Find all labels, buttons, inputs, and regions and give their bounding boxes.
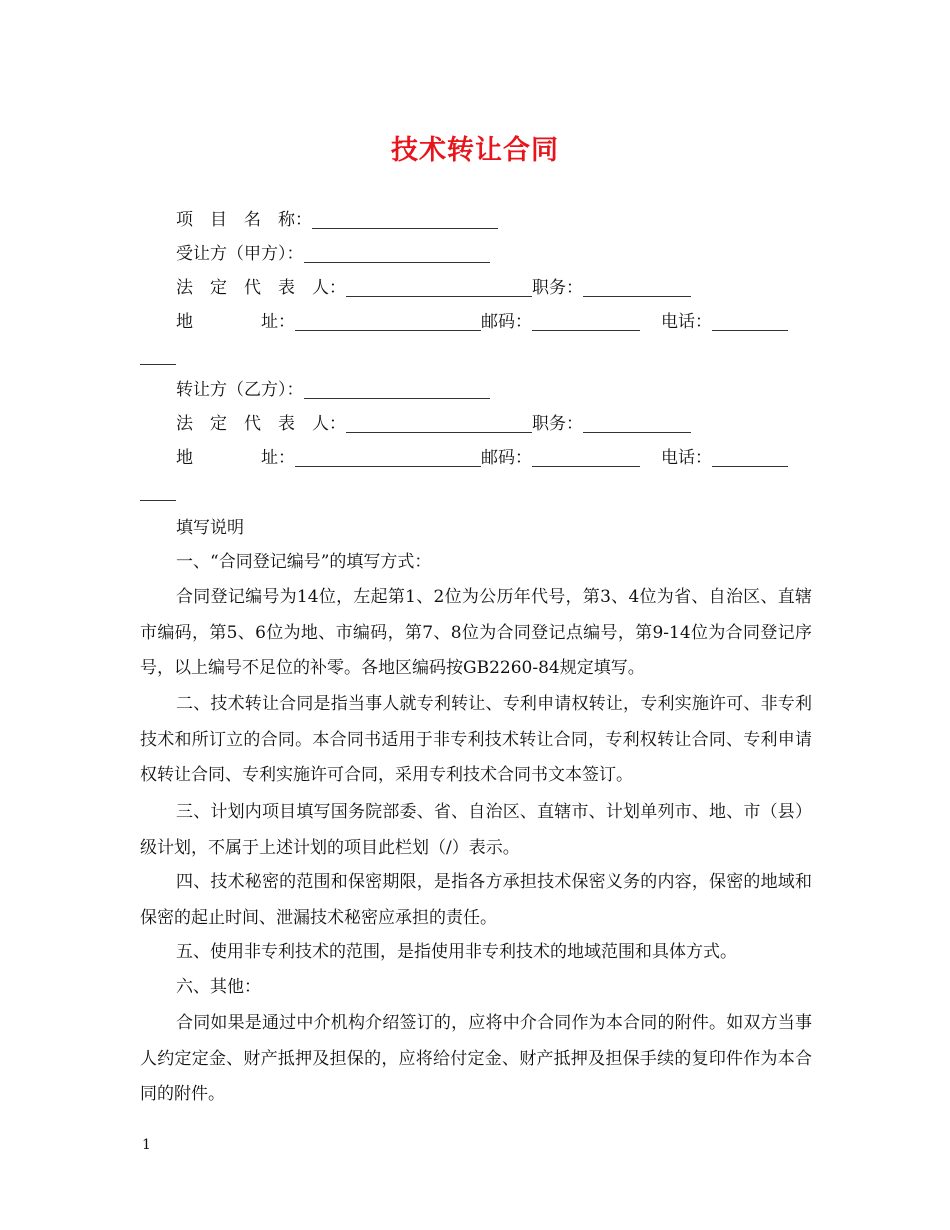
instruction-item-4: 三、计划内项目填写国务院部委、省、自治区、直辖市、计划单列市、地、市（县）级计划，不属于上述计划的项目此栏划（/）表示。 <box>140 802 812 858</box>
postcode-blank-b[interactable] <box>532 446 640 467</box>
address-label-a: 地 址： <box>176 312 295 332</box>
postcode-label-a: 邮码： <box>481 312 532 332</box>
phone-label-a: 电话： <box>661 312 712 332</box>
legal-rep-blank-b[interactable] <box>346 412 532 433</box>
address-blank-a[interactable] <box>295 310 481 331</box>
transferor-row <box>140 373 848 407</box>
page-title: 技术转让合同 <box>391 135 559 166</box>
phone-blank-a-wrap <box>140 339 812 373</box>
instructions-heading: 填写说明 <box>176 518 244 538</box>
address-label-b: 地 址： <box>176 448 295 468</box>
instruction-item-5: 四、技术秘密的范围和保密期限，是指各方承担技术保密义务的内容，保密的地域和保密的起止时间、泄漏技术秘密应承担的责任。 <box>140 872 812 928</box>
address-row-b <box>140 441 848 475</box>
instruction-item-1: 一、“合同登记编号”的填写方式： <box>176 552 432 572</box>
transferee-label: 受让方（甲方）： <box>176 244 304 264</box>
legal-rep-row-b <box>140 407 848 441</box>
position-blank-a[interactable] <box>583 276 691 297</box>
transferor-blank[interactable] <box>304 378 490 399</box>
phone-blank-b-continued[interactable] <box>140 480 176 501</box>
transferee-row <box>140 237 848 271</box>
instruction-item-2: 合同登记编号为14位，左起第1、2位为公历年代号，第3、4位为省、自治区、直辖市编码，第5、6位为地、市编码，第7、8位为合同登记点编号，第9-14位为合同登记序号，以上编号不足位的补零。各地区编码按GB2260-84规定填写。 <box>140 587 812 679</box>
phone-blank-a-continued[interactable] <box>140 344 176 365</box>
project-name-label: 项 目 名 称： <box>176 210 312 230</box>
address-blank-b[interactable] <box>295 446 481 467</box>
address-row-a <box>140 305 848 339</box>
position-label-b: 职务： <box>532 414 583 434</box>
transferor-label: 转让方（乙方）： <box>176 380 304 400</box>
legal-rep-label-b: 法 定 代 表 人： <box>176 414 346 434</box>
legal-rep-label-a: 法 定 代 表 人： <box>176 278 346 298</box>
phone-blank-a[interactable] <box>712 310 788 331</box>
instruction-item-8: 合同如果是通过中介机构介绍签订的，应将中介合同作为本合同的附件。如双方当事人约定定金、财产抵押及担保的，应将给付定金、财产抵押及担保手续的复印件作为本合同的附件。 <box>140 1013 812 1105</box>
instruction-item-6: 五、使用非专利技术的范围，是指使用非专利技术的地域范围和具体方式。 <box>176 942 737 962</box>
position-label-a: 职务： <box>532 278 583 298</box>
phone-blank-b-wrap <box>140 475 812 509</box>
phone-label-b: 电话： <box>661 448 712 468</box>
project-name-row <box>140 203 848 237</box>
phone-blank-b[interactable] <box>712 446 788 467</box>
postcode-blank-a[interactable] <box>532 310 640 331</box>
project-name-blank[interactable] <box>312 208 498 229</box>
legal-rep-row-a <box>140 271 848 305</box>
transferee-blank[interactable] <box>304 242 490 263</box>
legal-rep-blank-a[interactable] <box>346 276 532 297</box>
page-number: 1 <box>142 1137 151 1153</box>
instruction-item-7: 六、其他： <box>176 977 261 997</box>
instruction-item-3: 二、技术转让合同是指当事人就专利转让、专利申请权转让，专利实施许可、非专利技术和所订立的合同。本合同书适用于非专利技术转让合同，专利权转让合同、专利申请权转让合同、专利实施许可合同，采用专利技术合同书文本签订。 <box>140 694 812 786</box>
postcode-label-b: 邮码： <box>481 448 532 468</box>
position-blank-b[interactable] <box>583 412 691 433</box>
